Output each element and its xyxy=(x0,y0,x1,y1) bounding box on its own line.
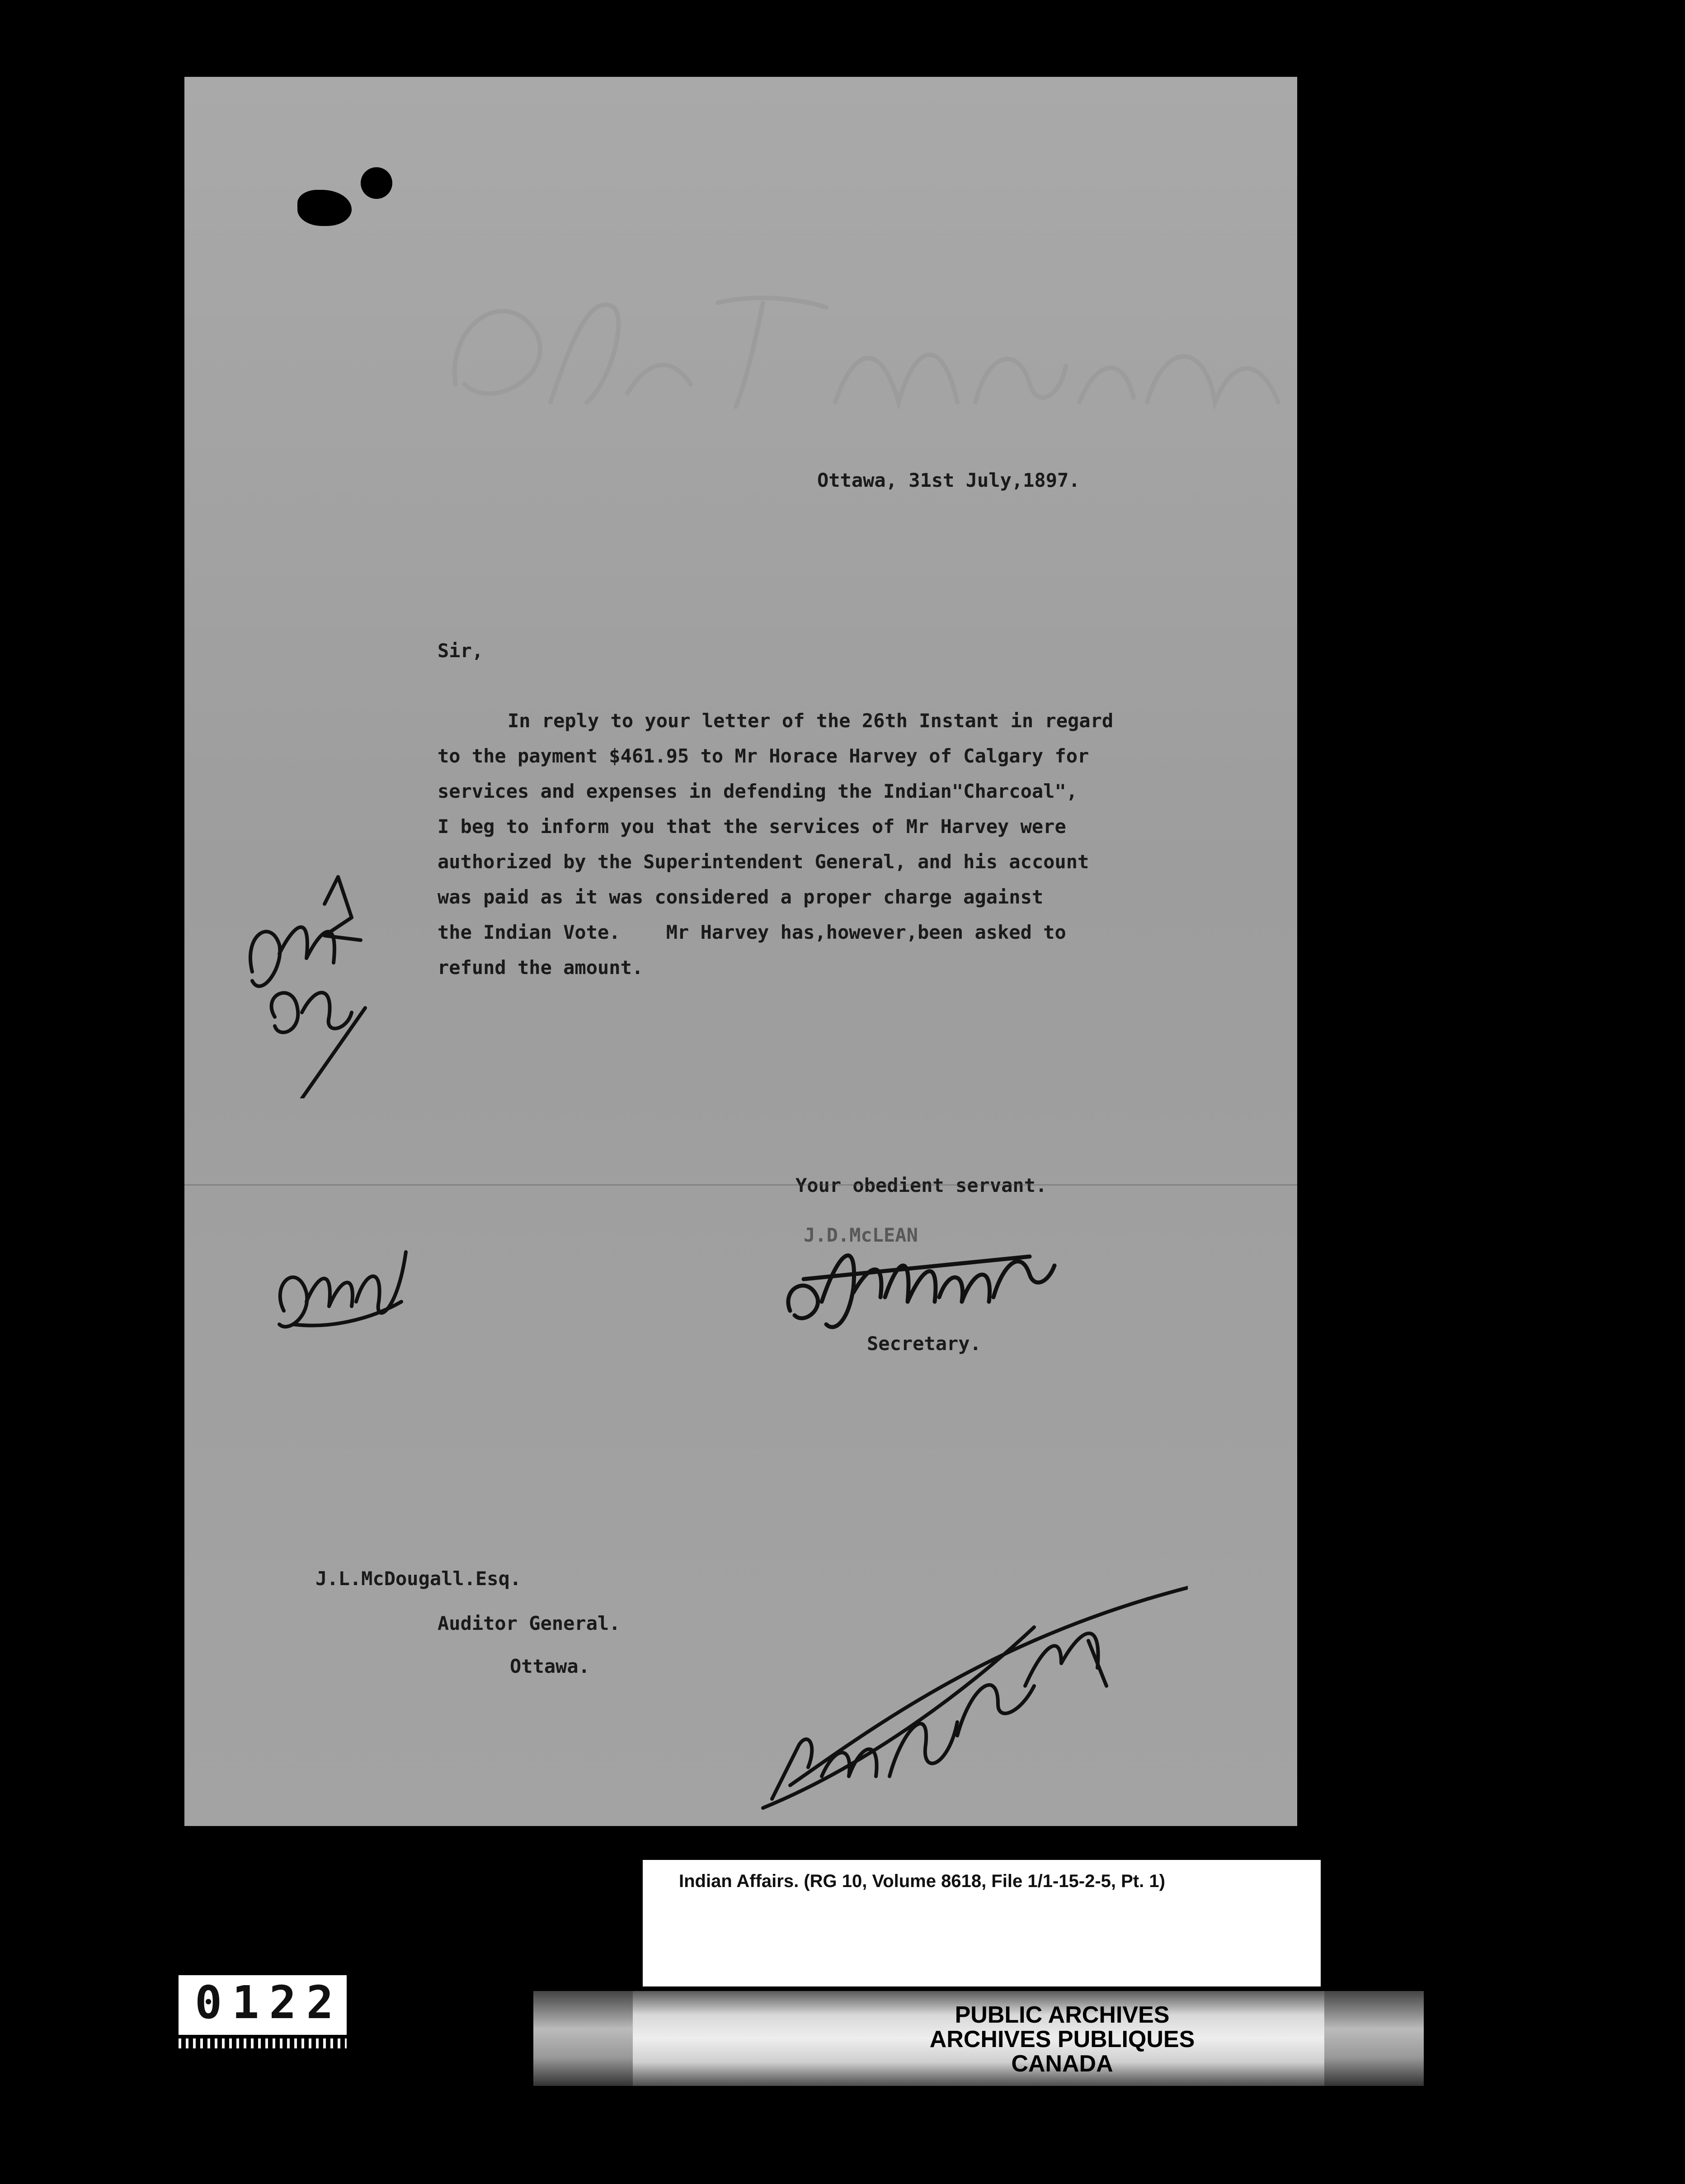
stamp-line: PUBLIC ARCHIVES xyxy=(955,2002,1170,2028)
body-line: authorized by the Superintendent General, and his account xyxy=(438,851,1089,873)
body-line: services and expenses in defending the Indian"Charcoal", xyxy=(438,780,1078,802)
reel-tick-marks xyxy=(179,2038,347,2048)
margin-initials xyxy=(266,1234,415,1342)
fold-line xyxy=(184,1184,1297,1186)
letterhead-watermark xyxy=(438,267,1296,429)
letter-page xyxy=(184,77,1297,1826)
stamp-line: ARCHIVES PUBLIQUES xyxy=(929,2026,1195,2052)
body-line: the Indian Vote. Mr Harvey has,however,been asked to xyxy=(438,921,1066,943)
archive-reference-text: Indian Affairs. (RG 10, Volume 8618, File 1/1-15-2-5, Pt. 1) xyxy=(679,1871,1165,1891)
body-line: refund the amount. xyxy=(438,956,644,979)
archive-reference-label xyxy=(643,1860,1321,1986)
stamp-line: CANADA xyxy=(1011,2051,1113,2077)
addressee-city: Ottawa. xyxy=(510,1655,590,1677)
letter-date: Ottawa, 31st July,1897. xyxy=(817,469,1080,491)
archive-stamp xyxy=(533,1991,1424,2086)
signatory-name: J.D.McLEAN xyxy=(804,1224,918,1246)
addressee-title: Auditor General. xyxy=(438,1612,621,1634)
crossed-signature xyxy=(745,1532,1188,1812)
body-line: was paid as it was considered a proper charge against xyxy=(438,886,1044,908)
body-line: to the payment $461.95 to Mr Horace Harvey of Calgary for xyxy=(438,745,1089,767)
signatory-title: Secretary. xyxy=(867,1332,981,1355)
margin-initials xyxy=(234,863,379,1098)
reel-number-box xyxy=(179,1975,347,2035)
closing: Your obedient servant. xyxy=(795,1174,1047,1196)
secretary-signature xyxy=(777,1220,1057,1338)
stamp-end-left xyxy=(533,1991,633,2086)
addressee-name: J.L.McDougall.Esq. xyxy=(315,1567,522,1590)
punch-hole xyxy=(297,190,352,226)
body-line: In reply to your letter of the 26th Instant in regard xyxy=(508,710,1114,732)
body-line: I beg to inform you that the services of Mr Harvey were xyxy=(438,815,1066,838)
punch-hole xyxy=(361,167,392,199)
reel-number: 0122 xyxy=(195,1976,344,2029)
salutation: Sir, xyxy=(438,640,484,662)
